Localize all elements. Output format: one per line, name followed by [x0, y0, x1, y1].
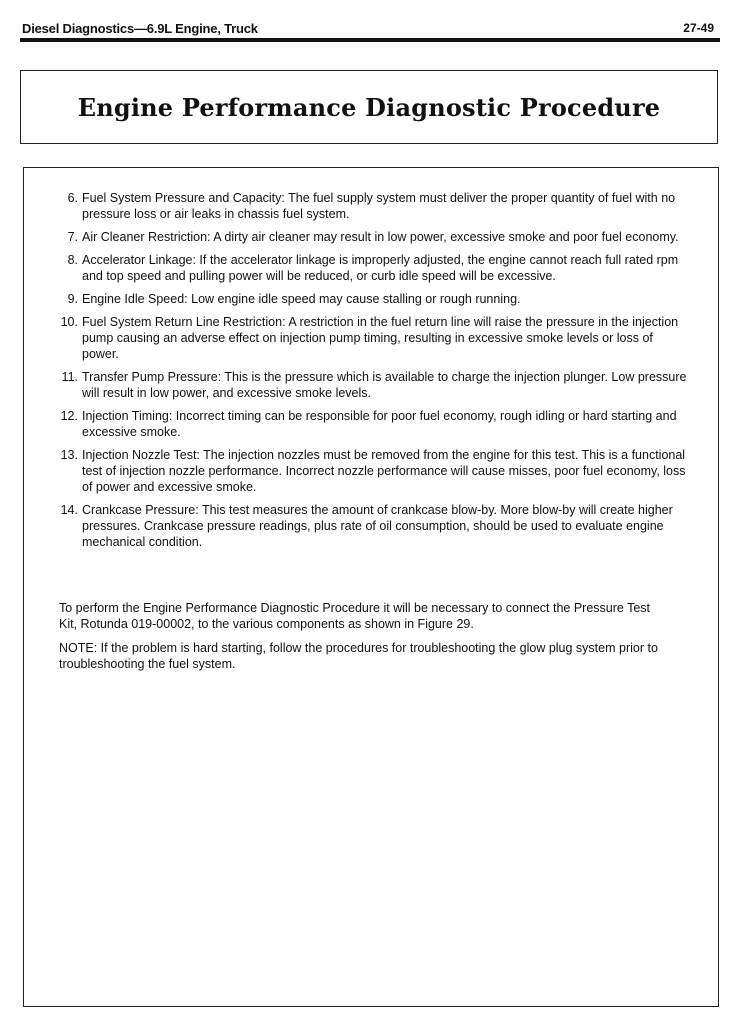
step-number: 6. [67, 191, 78, 205]
procedure-list [52, 190, 692, 557]
procedure-step [52, 190, 692, 222]
step-number: 10. [60, 315, 78, 329]
step-text: Injection Timing: Incorrect timing can be responsible for poor fuel economy, rough idling or hard starting and excessive smoke. [82, 409, 677, 439]
step-text: Fuel System Pressure and Capacity: The fuel supply system must deliver the proper quantity of fuel with no pressure loss or air leaks in chassis fuel system. [82, 191, 676, 221]
step-text: Crankcase Pressure: This test measures the amount of crankcase blow-by. More blow-by will create higher pressures. Crankcase pressure readings, plus rate of oil consumption, should be used to evaluate engine mechanical condition. [82, 503, 673, 549]
step-text: Engine Idle Speed: Low engine idle speed may cause stalling or rough running. [82, 292, 521, 306]
content-box [23, 167, 719, 1007]
procedure-step [52, 252, 692, 284]
step-number: 7. [67, 230, 78, 244]
step-text: Injection Nozzle Test: The injection nozzles must be removed from the engine for this test. This is a functional test of injection nozzle performance. Incorrect nozzle performance will cause misses, poor fuel economy, loss of power and excessive smoke. [82, 448, 686, 494]
procedure-step [52, 369, 692, 401]
title-box [20, 70, 718, 144]
step-number: 13. [60, 448, 78, 462]
procedure-step [52, 408, 692, 440]
closing-paragraphs [59, 600, 669, 680]
step-number: 8. [67, 253, 78, 267]
step-number: 12. [60, 409, 78, 423]
header-rule [20, 38, 720, 42]
step-number: 14. [60, 503, 78, 517]
procedure-step [52, 229, 692, 245]
step-text: Transfer Pump Pressure: This is the pressure which is available to charge the injection plunger. Low pressure will result in low power, and excessive smoke levels. [82, 370, 687, 400]
page-header [22, 20, 714, 38]
step-text: Fuel System Return Line Restriction: A restriction in the fuel return line will raise the pressure in the injection pump causing an adverse effect on injection pump timing, resulting in excessive smoke levels or loss of power. [82, 315, 679, 361]
instruction-paragraph: To perform the Engine Performance Diagnostic Procedure it will be necessary to connect the Pressure Test Kit, Rotunda 019-00002, to the various components as shown in Figure 29. [59, 601, 651, 631]
section-title: Diesel Diagnostics—6.9L Engine, Truck [22, 21, 258, 36]
procedure-step [52, 502, 692, 550]
step-text: Accelerator Linkage: If the accelerator linkage is improperly adjusted, the engine cannot reach full rated rpm and top speed and pulling power will be reduced, or curb idle speed will be excessive. [82, 253, 679, 283]
procedure-step [52, 447, 692, 495]
procedure-step [52, 314, 692, 362]
note-paragraph: NOTE: If the problem is hard starting, follow the procedures for troubleshooting the glow plug system prior to troubleshooting the fuel system. [59, 641, 658, 671]
procedure-step [52, 291, 692, 307]
step-number: 9. [67, 292, 78, 306]
page-number: 27-49 [683, 21, 714, 35]
step-number: 11. [61, 370, 78, 384]
page-title: Engine Performance Diagnostic Procedure [77, 93, 661, 122]
step-text: Air Cleaner Restriction: A dirty air cleaner may result in low power, excessive smoke and poor fuel economy. [82, 230, 679, 244]
